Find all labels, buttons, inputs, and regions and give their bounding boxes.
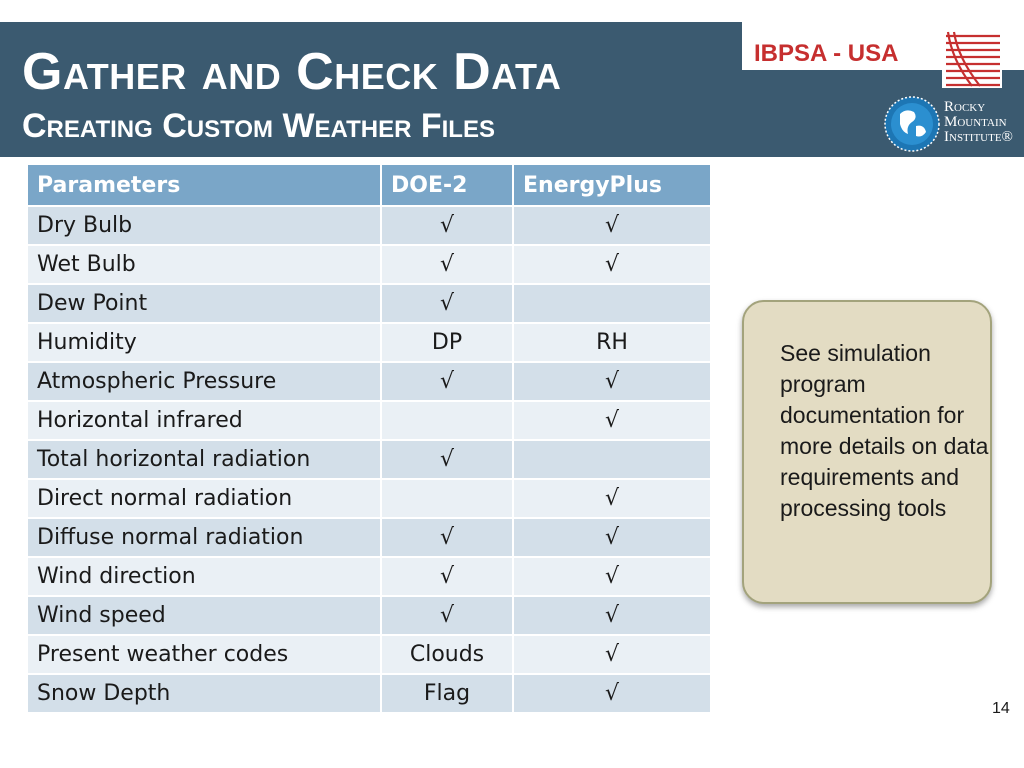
column-header-energyplus: EnergyPlus [513, 164, 711, 206]
table-row [27, 323, 711, 362]
energyplus-cell [513, 284, 711, 323]
table-row [27, 479, 711, 518]
doe2-cell: Flag [381, 674, 513, 713]
table-row [27, 362, 711, 401]
globe-icon [884, 96, 940, 152]
note-callout [742, 300, 992, 604]
table-header-row [27, 164, 711, 206]
slide-subtitle: Creating Custom Weather Files [22, 107, 495, 145]
doe2-cell: √ [381, 518, 513, 557]
note-text: See simulation program documentation for more details on data requirements and processing tools [780, 340, 989, 521]
parameter-cell: Humidity [27, 323, 381, 362]
ibpsa-flag-icon [942, 30, 1002, 88]
doe2-cell: √ [381, 362, 513, 401]
doe2-cell: √ [381, 206, 513, 245]
doe2-cell: DP [381, 323, 513, 362]
weather-parameters-table [26, 163, 712, 714]
slide-title: Gather and Check Data [22, 43, 562, 101]
table-row [27, 635, 711, 674]
parameter-cell: Wind direction [27, 557, 381, 596]
table-row [27, 557, 711, 596]
table-row [27, 401, 711, 440]
energyplus-cell: √ [513, 635, 711, 674]
parameter-cell: Snow Depth [27, 674, 381, 713]
parameter-cell: Diffuse normal radiation [27, 518, 381, 557]
ibpsa-logo-text: IBPSA - USA [754, 40, 899, 67]
energyplus-cell: √ [513, 557, 711, 596]
energyplus-cell: √ [513, 674, 711, 713]
doe2-cell: √ [381, 596, 513, 635]
energyplus-cell: RH [513, 323, 711, 362]
doe2-cell: √ [381, 557, 513, 596]
parameter-cell: Present weather codes [27, 635, 381, 674]
parameter-cell: Dew Point [27, 284, 381, 323]
parameter-cell: Direct normal radiation [27, 479, 381, 518]
parameter-cell: Wet Bulb [27, 245, 381, 284]
table-row [27, 245, 711, 284]
energyplus-cell: √ [513, 362, 711, 401]
doe2-cell: Clouds [381, 635, 513, 674]
energyplus-cell: √ [513, 401, 711, 440]
rmi-logo-text [944, 100, 1013, 145]
energyplus-cell: √ [513, 518, 711, 557]
energyplus-cell: √ [513, 596, 711, 635]
parameter-cell: Wind speed [27, 596, 381, 635]
table-row [27, 518, 711, 557]
column-header-parameters: Parameters [27, 164, 381, 206]
parameter-cell: Atmospheric Pressure [27, 362, 381, 401]
doe2-cell [381, 401, 513, 440]
page-number: 14 [992, 700, 1010, 717]
doe2-cell: √ [381, 440, 513, 479]
rmi-logo-line2: Mountain [944, 114, 1007, 130]
energyplus-cell: √ [513, 245, 711, 284]
energyplus-cell: √ [513, 479, 711, 518]
rmi-logo-line3: Institute® [944, 129, 1013, 145]
energyplus-cell [513, 440, 711, 479]
parameter-cell: Total horizontal radiation [27, 440, 381, 479]
table-row [27, 284, 711, 323]
doe2-cell: √ [381, 245, 513, 284]
parameter-cell: Dry Bulb [27, 206, 381, 245]
doe2-cell [381, 479, 513, 518]
rmi-logo-line1: Rocky [944, 99, 986, 115]
parameter-cell: Horizontal infrared [27, 401, 381, 440]
doe2-cell: √ [381, 284, 513, 323]
table-row [27, 674, 711, 713]
table-row [27, 206, 711, 245]
energyplus-cell: √ [513, 206, 711, 245]
table-row [27, 440, 711, 479]
table-row [27, 596, 711, 635]
column-header-doe2: DOE-2 [381, 164, 513, 206]
